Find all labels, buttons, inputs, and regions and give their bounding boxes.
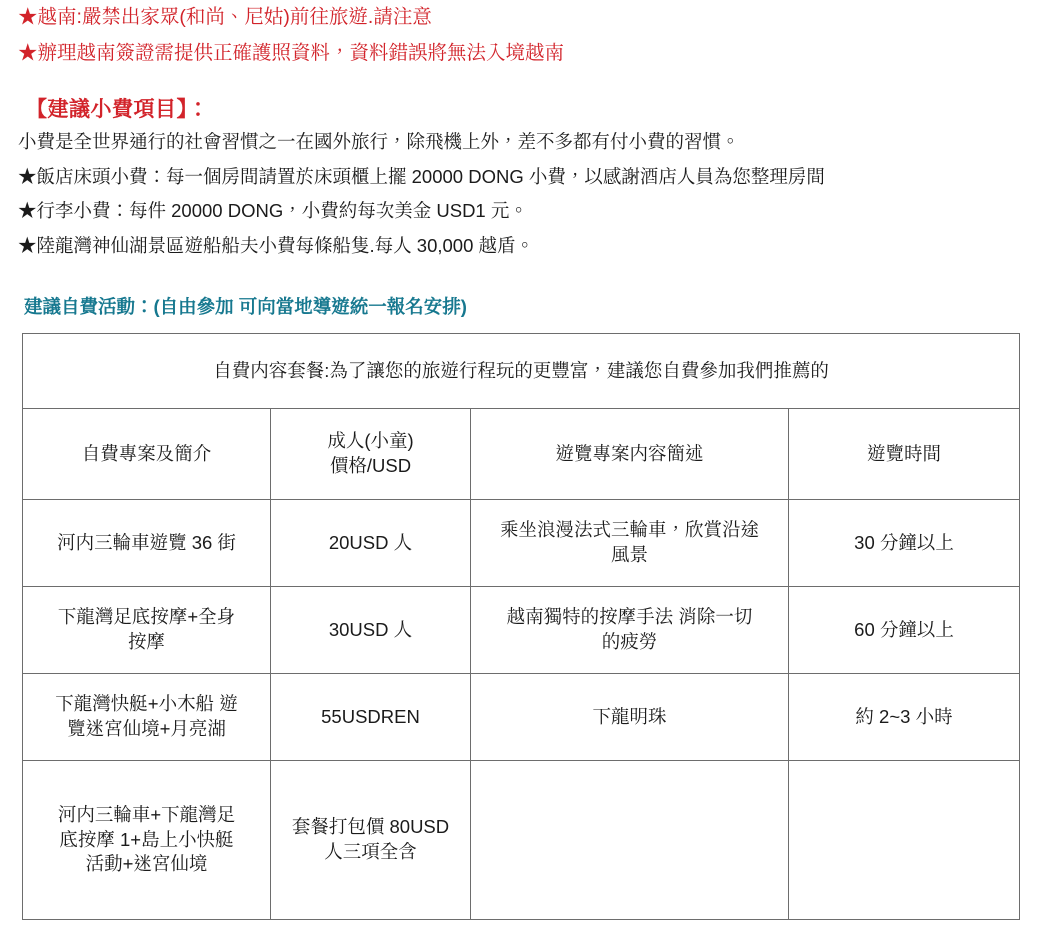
row-price — [271, 761, 471, 920]
column-header-duration: 遊覽時間 — [789, 409, 1020, 500]
row-name — [23, 587, 271, 674]
row-price-line1: 55USDREN — [321, 705, 420, 727]
notice-line-2: ★辦理越南簽證需提供正確護照資料，資料錯誤將無法入境越南 — [18, 41, 565, 64]
table-header-row — [23, 409, 1020, 500]
tips-heading: 【建議小費項目】： — [26, 98, 209, 121]
optional-activities-heading: 建議自費活動：(自由參加 可向當地導遊統一報名安排) — [24, 296, 467, 317]
row-price — [271, 674, 471, 761]
row-description: 下龍明珠 — [471, 674, 789, 761]
table-banner-row — [23, 334, 1020, 409]
row-name-line2: 按摩 — [127, 631, 165, 652]
row-price — [271, 500, 471, 587]
row-description — [471, 761, 789, 920]
row-name-line1: 下龍灣快艇+小木船 遊 — [55, 693, 238, 715]
column-header-price-line1: 成人(小童) — [327, 430, 414, 452]
row-desc-line2: 的疲勞 — [601, 631, 658, 652]
notice-line-1: ★越南:嚴禁出家眾(和尚、尼姑)前往旅遊.請注意 — [18, 6, 432, 28]
row-name-line1: 河内三輪車+下龍灣足 — [57, 803, 236, 825]
row-duration — [789, 761, 1020, 920]
row-name-line1: 下龍灣足底按摩+全身 — [57, 606, 236, 628]
table-row — [23, 587, 1020, 674]
row-duration: 約 2~3 小時 — [789, 674, 1020, 761]
column-header-description: 遊覽專案内容簡述 — [471, 409, 789, 500]
row-price-line1: 30USD 人 — [328, 618, 413, 640]
row-description — [471, 587, 789, 674]
table-row — [23, 761, 1020, 920]
row-name — [23, 500, 271, 587]
table-row — [23, 500, 1020, 587]
row-name-line2: 覽迷宮仙境+月亮湖 — [67, 718, 226, 739]
table-row — [23, 674, 1020, 761]
column-header-price-line2: 價格/USD — [329, 455, 412, 476]
tips-line-2: ★飯店床頭小費：每一個房間請置於床頭櫃上擺 20000 DONG 小費，以感謝酒店人員為您整理房間 — [18, 165, 825, 187]
row-price-line1: 套餐打包價 80USD — [291, 816, 450, 838]
row-desc-line1: 越南獨特的按摩手法 消除一切 — [506, 606, 753, 628]
row-duration: 30 分鐘以上 — [789, 500, 1020, 587]
row-price-line2: 人三項全含 — [324, 841, 417, 862]
row-duration: 60 分鐘以上 — [789, 587, 1020, 674]
row-desc-line2: 風景 — [610, 544, 648, 565]
tips-line-1: 小費是全世界通行的社會習慣之一在國外旅行，除飛機上外，差不多都有付小費的習慣。 — [18, 131, 740, 152]
notice-block — [0, 0, 1044, 63]
row-name-line1: 河内三輪車遊覽 36 街 — [57, 531, 236, 553]
row-name-line2: 底按摩 1+島上小快艇 — [59, 828, 234, 850]
optional-activities-table — [22, 333, 1020, 920]
table-banner-cell: 自費内容套餐:為了讓您的旅遊行程玩的更豐富，建議您自費參加我們推薦的 — [23, 334, 1020, 409]
column-header-name: 自費專案及簡介 — [23, 409, 271, 500]
tips-line-3: ★行李小費：每件 20000 DONG，小費約每次美金 USD1 元。 — [18, 200, 528, 221]
row-name — [23, 761, 271, 920]
row-desc-line1: 乘坐浪漫法式三輪車，欣賞沿途 — [499, 519, 759, 541]
column-header-price — [271, 409, 471, 500]
row-price-line1: 20USD 人 — [328, 531, 413, 553]
tips-line-4: ★陸龍灣神仙湖景區遊船船夫小費每條船隻.每人 30,000 越盾。 — [18, 234, 535, 256]
row-name — [23, 674, 271, 761]
row-price — [271, 587, 471, 674]
row-description — [471, 500, 789, 587]
row-name-line3: 活動+迷宮仙境 — [85, 853, 208, 875]
tips-body — [0, 123, 1044, 255]
